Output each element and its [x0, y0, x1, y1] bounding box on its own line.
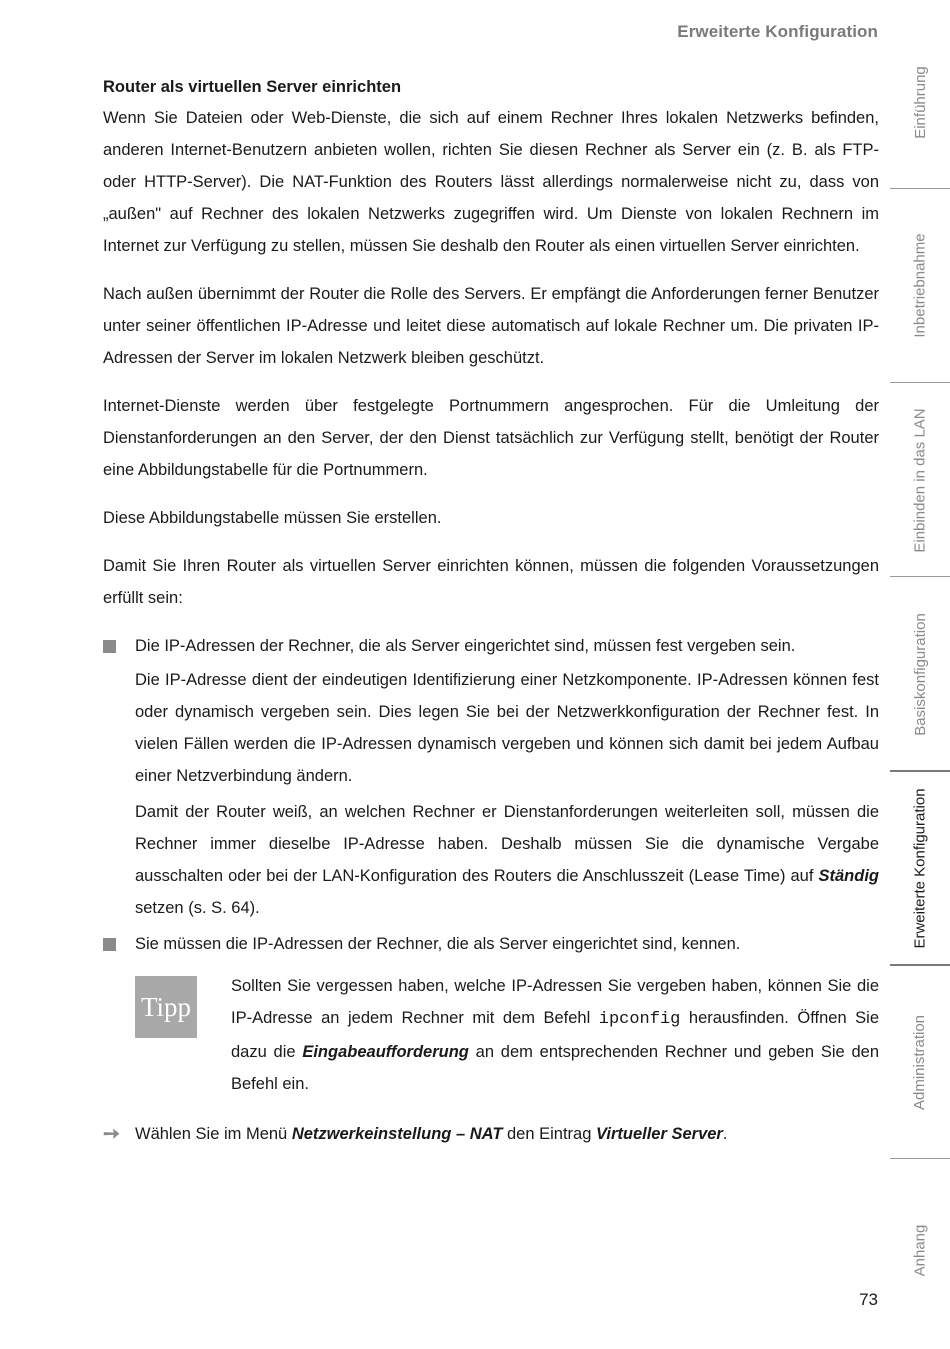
bullet-square-icon	[103, 640, 116, 653]
tip-text	[231, 970, 879, 1100]
paragraph-prerequisites: Damit Sie Ihren Router als virtuellen Server einrichten können, müssen die folgenden Voraussetzungen erfüllt sein:	[103, 557, 879, 607]
tip-text-c: an dem entsprechenden Rechner und geben Sie den Befehl ein.	[231, 1043, 880, 1093]
arrow-right-icon: ➙	[103, 1123, 120, 1145]
tip-text-b: herausfinden. Öffnen Sie dazu die	[231, 1009, 879, 1061]
bullet-item-know-ip	[103, 928, 879, 960]
lease-term: Ständig	[818, 867, 879, 885]
tab-divider	[890, 576, 950, 577]
chapter-tab-lan[interactable]: Einbinden in das LAN	[911, 407, 929, 553]
paragraph-table-note: Diese Abbildungstabelle müssen Sie erstellen.	[103, 509, 442, 527]
bullet-text: Die IP-Adressen der Rechner, die als Server eingerichtet sind, müssen fest vergeben sein.	[135, 637, 796, 655]
tip-block	[135, 970, 879, 1100]
chapter-tab-einfuehrung[interactable]: Einführung	[911, 66, 929, 139]
tab-divider	[890, 1158, 950, 1159]
chapter-tab-administration[interactable]: Administration	[911, 1014, 929, 1110]
chapter-tab-erweiterte-konfiguration[interactable]: Erweiterte Konfiguration	[911, 787, 929, 949]
section-heading: Router als virtuellen Server einrichten	[103, 78, 402, 96]
chapter-tab-basiskonfiguration[interactable]: Basiskonfiguration	[911, 612, 929, 736]
action-entry: Virtueller Server	[595, 1125, 723, 1143]
chapter-tab-inbetriebnahme[interactable]: Inbetriebnahme	[911, 232, 929, 338]
paragraph-intro: Wenn Sie Dateien oder Web-Dienste, die sich auf einem Rechner Ihres lokalen Netzwerks befinden, anderen Internet-Benutzern anbieten wollen, richten Sie diesen Rechner als Server ein (z. B. als FTP- oder HTTP-Server). Die NAT-Funktion des Routers lässt allerdings normalerweise nicht zu, dass von „außen" auf Rechner des lokalen Netzwerks zugegriffen wird. Um Dienste von lokalen Rechnern im Internet zur Verfügung zu stellen, müssen Sie deshalb den Router als einen virtuellen Server einrichten.	[103, 109, 879, 255]
bullet-body-paragraph-lease	[135, 796, 879, 924]
chapter-sidebar	[890, 0, 950, 1349]
action-menu: Netzwerkeinstellung – NAT	[291, 1125, 503, 1143]
bullet-square-icon	[103, 938, 116, 951]
page-number: 73	[859, 1290, 878, 1309]
tip-badge: Tipp	[135, 976, 197, 1038]
bullet-body-paragraph: Die IP-Adresse dient der eindeutigen Identifizierung einer Netzkomponente. IP-Adressen können fest oder dynamisch vergeben sein. Dies legen Sie bei der Netzwerkkonfiguration der Rechner fest. In vielen Fällen werden die IP-Adressen dynamisch vergeben und können sich damit bei jedem Aufbau einer Netzverbindung ändern.	[135, 671, 879, 785]
tip-term: Eingabeaufforderung	[302, 1043, 469, 1061]
action-step	[103, 1118, 879, 1150]
section-header: Erweiterte Konfiguration	[677, 22, 878, 41]
tab-divider	[890, 382, 950, 383]
paragraph-router-role: Nach außen übernimmt der Router die Rolle des Servers. Er empfängt die Anforderungen ferner Benutzer unter seiner öffentlichen IP-Adresse und leitet diese automatisch auf lokale Rechner um. Die privaten IP-Adressen der Server im lokalen Netzwerk bleiben geschützt.	[103, 285, 879, 367]
bullet-item-fixed-ip	[103, 630, 879, 662]
tip-command: ipconfig	[598, 1010, 681, 1029]
paragraph-port-mapping: Internet-Dienste werden über festgelegte Portnummern angesprochen. Für die Umleitung der Dienstanforderungen an den Server, der den Dienst tatsächlich zur Verfügung stellt, benötigt der Router eine Abbildungstabelle für die Portnummern.	[103, 397, 879, 479]
lease-text-a: Damit der Router weiß, an welchen Rechner er Dienstanforderungen weiterleiten soll, müssen die Rechner immer dieselbe IP-Adresse haben. Deshalb müssen Sie die dynamische Vergabe ausschalten oder bei der LAN-Konfiguration des Routers die Anschlusszeit (Lease Time) auf	[135, 803, 879, 885]
lease-text-b: setzen (s. S. 64).	[135, 899, 260, 917]
chapter-tab-anhang[interactable]: Anhang	[911, 1224, 929, 1276]
bullet-body	[103, 664, 879, 924]
main-content	[103, 74, 879, 1150]
action-text-c: .	[722, 1125, 728, 1143]
action-text-a: Wählen Sie im Menü	[135, 1125, 292, 1143]
bullet-text: Sie müssen die IP-Adressen der Rechner, die als Server eingerichtet sind, kennen.	[135, 935, 741, 953]
tab-divider	[890, 188, 950, 189]
action-text-b: den Eintrag	[502, 1125, 596, 1143]
tip-text-a: Sollten Sie vergessen haben, welche IP-Adressen Sie vergeben haben, können Sie die IP-Adresse an jedem Rechner mit dem Befehl	[231, 977, 879, 1027]
